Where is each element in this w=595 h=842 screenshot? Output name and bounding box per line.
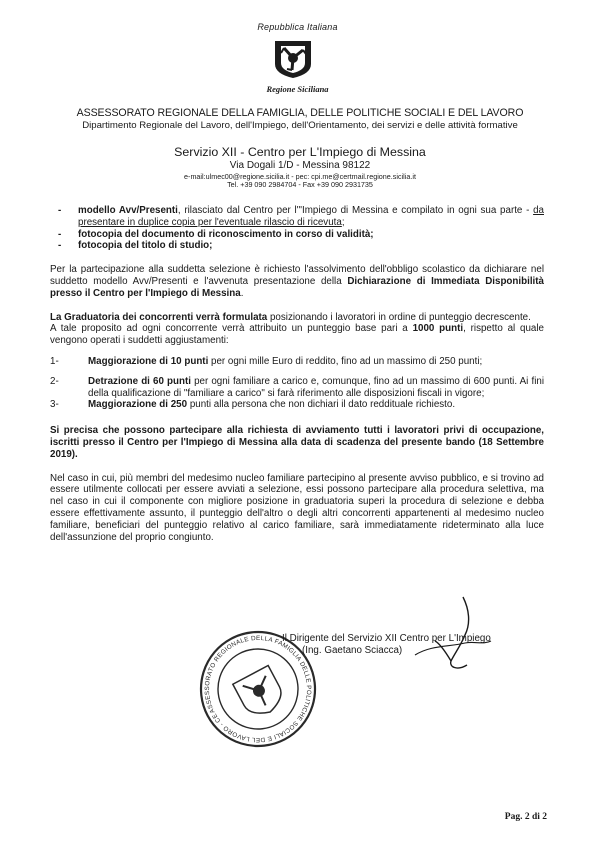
adjustment-item bbox=[50, 376, 544, 400]
adjustment-number: 3- bbox=[50, 399, 59, 411]
adjustment-text: per ogni mille Euro di reddito, fino ad un massimo di 250 punti; bbox=[211, 355, 483, 367]
adjustments-list bbox=[50, 356, 544, 411]
requirement-item bbox=[50, 229, 544, 241]
adjustment-text: punti alla persona che non dichiari il dato reddituale richiesto. bbox=[189, 399, 456, 411]
para1-tail: . bbox=[240, 287, 244, 299]
para2-bold: La Graduatoria dei concorrenti verrà formulata bbox=[50, 311, 268, 323]
adjustment-item bbox=[50, 356, 544, 368]
obbligo-paragraph bbox=[50, 264, 544, 299]
adjustment-bold: Maggiorazione di 250 bbox=[88, 399, 188, 411]
requirement-underlined: da presentare in duplice copia per l'eventuale rilascio di ricevuta bbox=[78, 205, 544, 228]
adjustment-number: 1- bbox=[50, 355, 59, 367]
office-email: e-mail:ulmec00@regione.sicilia.it - pec: cpi.me@certmail.regione.sicilia.it bbox=[184, 172, 416, 181]
sicily-emblem-icon bbox=[272, 38, 314, 80]
para1-bold: Dichiarazione di Immediata Disponibilità presso il Centro per l'Impiego di Messina bbox=[50, 275, 544, 299]
servizio-heading: Servizio XII - Centro per L'Impiego di Messina bbox=[174, 145, 426, 159]
adjustment-bold: Detrazione di 60 punti bbox=[88, 375, 191, 387]
adjustment-item bbox=[50, 399, 544, 411]
nucleo-familiare-paragraph: Nel caso in cui, più membri del medesimo nucleo familiare partecipino al presente avviso pubblico, e si trovino ad essere utilmente collocati per essere avviati a selezione, essi possono partecipare alla procedura selettiva, ma nel caso in cui il componente con migliore posizione in graduatoria superi la procedura di selezione e debba essere effettivamente assunto, il punteggio dell'altro o degli altri concorrenti appartenenti al medesimo nucleo familiare, beneficiari del punteggio relativo al carico familiare, sarà immediatamente rideterminato alla luce dell'assunzione del proprio congiunto. bbox=[50, 472, 544, 543]
requirements-list bbox=[50, 205, 544, 252]
office-phone: Tel. +39 090 2984704 - Fax +39 090 2931735 bbox=[227, 180, 373, 189]
requirement-bold: fotocopia del documento di riconoscimento in corso di validità; bbox=[78, 228, 374, 240]
stamp-ring-text: ASSESSORATO REGIONALE DELLA FAMIGLIA DELLE POLITICHE SOCIALI E DEL LAVORO - CENTRO bbox=[203, 634, 313, 744]
requirement-item bbox=[50, 205, 544, 229]
para3-bold: 1000 punti bbox=[412, 323, 464, 335]
requirement-bold: modello Avv/Presenti bbox=[78, 205, 178, 216]
para2-text: posizionando i lavoratori in ordine di punteggio decrescente. bbox=[269, 311, 531, 323]
page-number: Pag. 2 di 2 bbox=[504, 812, 547, 822]
para3-tail: , rispetto al quale vengono operati i suddetti aggiustamenti: bbox=[50, 323, 544, 347]
adjustment-number: 2- bbox=[50, 375, 59, 387]
document-body bbox=[50, 205, 544, 543]
eligibility-paragraph: Si precisa che possono partecipare alla richiesta di avviamento tutti i lavoratori privi di occupazione, iscritti presso il Centro per l'Impiego di Messina alla data di scadenza del presente bando (18 Settembre 2019). bbox=[50, 425, 544, 460]
signature-block bbox=[282, 633, 542, 657]
republic-heading: Repubblica Italiana bbox=[257, 22, 338, 32]
requirement-bold: fotocopia del titolo di studio; bbox=[78, 240, 213, 252]
requirement-item bbox=[50, 240, 544, 252]
assessorato-heading: ASSESSORATO REGIONALE DELLA FAMIGLIA, DELLE POLITICHE SOCIALI E DEL LAVORO bbox=[76, 107, 524, 119]
requirement-tail: ; bbox=[341, 216, 345, 228]
requirement-text: , rilasciato dal Centro per l'"Impiego di Messina e compilato in ogni sua parte - bbox=[177, 205, 530, 216]
signatory-name: (Ing. Gaetano Sciacca) bbox=[302, 645, 403, 656]
region-heading: Regione Siciliana bbox=[266, 84, 329, 94]
para1-text: Per la partecipazione alla suddetta selezione è richiesto l'assolvimento dell'obbligo scolastico da dichiarare nel suddetto modello Avv/Presenti e l'avvenuta presentazione della bbox=[50, 264, 544, 287]
para3-text: A tale proposito ad ogni concorrente verrà attribuito un punteggio base pari a bbox=[50, 323, 408, 335]
signatory-title: Il Dirigente del Servizio XII Centro per L'Impiego bbox=[282, 633, 491, 644]
adjustment-text: per ogni familiare a carico e, comunque, fino ad un massimo di 600 punti. Ai fini della qualificazione di "familiare a carico" si farà riferimento alle disposizioni fiscali in vigore; bbox=[88, 375, 544, 399]
dipartimento-heading: Dipartimento Regionale del Lavoro, dell'Impiego, dell'Orientamento, dei servizi e delle attività formative bbox=[82, 120, 518, 131]
office-address: Via Dogali 1/D - Messina 98122 bbox=[229, 160, 371, 171]
punteggio-paragraph bbox=[50, 323, 544, 347]
graduatoria-paragraph bbox=[50, 312, 544, 324]
adjustment-bold: Maggiorazione di 10 punti bbox=[88, 355, 209, 367]
